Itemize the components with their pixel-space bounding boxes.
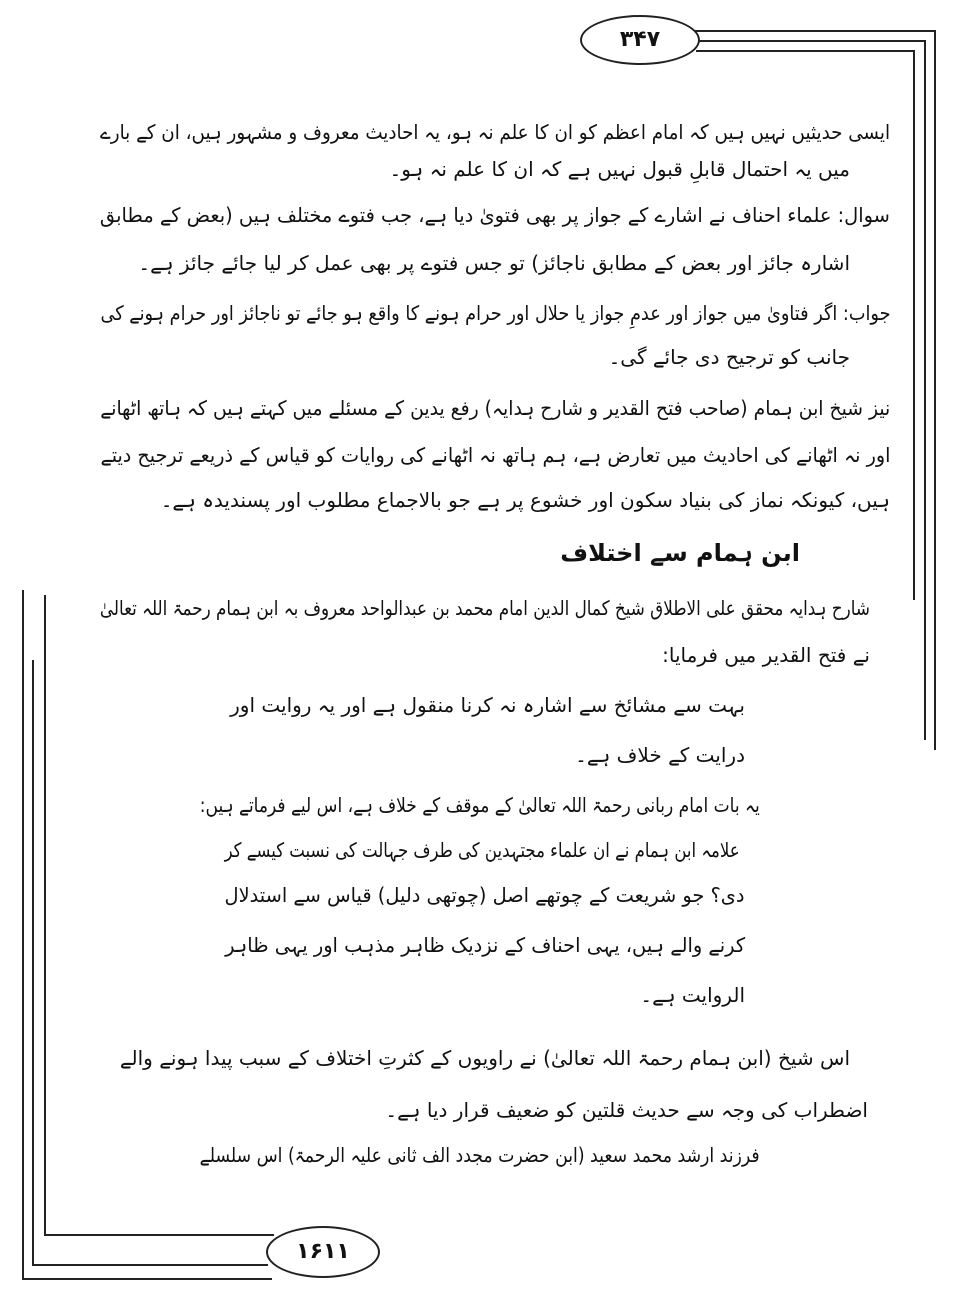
frame-line bbox=[32, 1264, 268, 1266]
quote-line bbox=[225, 978, 745, 1012]
paragraph-line-text: ایسی حدیثیں نہیں ہیں کہ امام اعظم کو ان کا علم نہ ہو، یہ احادیث معروف و مشہور ہیں، ان کے بارے bbox=[100, 120, 890, 144]
frame-line bbox=[32, 660, 34, 1266]
answer-line-text: جواب: اگر فتاویٰ میں جواز اور عدمِ جواز یا حلال اور حرام ہونے کا واقع ہو جائے تو ناجائز اور حرام ہونے کی bbox=[99, 301, 890, 325]
frame-line bbox=[44, 595, 46, 1235]
paragraph-line-text: شارح ہدایہ محقق علی الاطلاق شیخ کمال الدین امام محمد بن عبدالواحد معروف بہ ابن ہمام رحمۃ اللہ تعالیٰ bbox=[99, 596, 870, 620]
paragraph-line bbox=[105, 1093, 868, 1127]
paragraph-line-text: اس شیخ (ابن ہمام رحمۃ اللہ تعالیٰ) نے راویوں کے کثرتِ اختلاف کے سبب پیدا ہونے والے bbox=[119, 1046, 850, 1070]
paragraph-line-text: نیز شیخ ابن ہمام (صاحب فتح القدیر و شارح ہدایہ) رفع یدین کے مسئلے میں کہتے ہیں کہ ہاتھ اٹھانے bbox=[99, 396, 890, 420]
paragraph-line-text: نے فتح القدیر میں فرمایا: bbox=[662, 643, 870, 667]
question-line bbox=[100, 246, 850, 280]
question-line-text: اشارہ جائز اور بعض کے مطابق ناجائز) تو جس فتوے پر بھی عمل کر لیا جائے جائز ہے۔ bbox=[138, 251, 850, 275]
paragraph-line bbox=[100, 483, 890, 517]
section-heading bbox=[500, 536, 800, 570]
paragraph-line bbox=[200, 1138, 760, 1172]
quote-line-text: الروایت ہے۔ bbox=[640, 983, 745, 1007]
paragraph-line bbox=[100, 391, 890, 425]
paragraph-line-text: ہیں، کیونکہ نماز کی بنیاد سکون اور خشوع پر ہے جو بالاجماع مطلوب اور پسندیدہ ہے۔ bbox=[160, 488, 890, 512]
quote-line bbox=[225, 833, 740, 867]
quote-line bbox=[225, 688, 745, 722]
answer-line bbox=[100, 296, 890, 330]
quote-line bbox=[225, 928, 745, 962]
page-footer-number: ۱۶۱۱ bbox=[266, 1226, 380, 1278]
paragraph-line bbox=[100, 591, 870, 625]
frame-line bbox=[934, 30, 936, 750]
quote-line-text: کرنے والے ہیں، یہی احناف کے نزدیک ظاہر مذہب اور یہی ظاہر bbox=[225, 933, 745, 957]
paragraph-line bbox=[100, 152, 850, 186]
frame-line bbox=[696, 50, 914, 52]
question-line-text: سوال: علماء احناف نے اشارے کے جواز پر بھی فتویٰ دیا ہے، جب فتوے مختلف ہیں (بعض کے مطابق bbox=[100, 203, 890, 227]
quote-line-text: علامہ ابن ہمام نے ان علماء مجتہدین کی طرف جہالت کی نسبت کیسے کر bbox=[224, 838, 740, 862]
quote-line bbox=[225, 738, 745, 772]
paragraph-line-text: اضطراب کی وجہ سے حدیث قلتین کو ضعیف قرار دیا ہے۔ bbox=[385, 1098, 868, 1122]
paragraph-line-text: میں یہ احتمال قابلِ قبول نہیں ہے کہ ان کا علم نہ ہو۔ bbox=[389, 157, 850, 181]
quote-line-text: درایت کے خلاف ہے۔ bbox=[575, 743, 745, 767]
paragraph-line-text: یہ بات امام ربانی رحمۃ اللہ تعالیٰ کے موقف کے خلاف ہے، اس لیے فرماتے ہیں: bbox=[200, 793, 760, 817]
frame-line bbox=[44, 1234, 274, 1236]
quote-line-text: بہت سے مشائخ سے اشارہ نہ کرنا منقول ہے اور یہ روایت اور bbox=[230, 693, 745, 717]
paragraph-line bbox=[200, 788, 760, 822]
paragraph-line bbox=[100, 638, 870, 672]
frame-line bbox=[22, 590, 24, 1280]
section-heading-text: ابن ہمام سے اختلاف bbox=[560, 539, 800, 567]
paragraph-line bbox=[100, 438, 890, 472]
frame-line bbox=[913, 50, 915, 600]
answer-line-text: جانب کو ترجیح دی جائے گی۔ bbox=[608, 345, 850, 369]
paragraph-line-text: فرزند ارشد محمد سعید (ابن حضرت مجدد الف ثانی علیہ الرحمۃ) اس سلسلے bbox=[200, 1143, 760, 1167]
paragraph-line-text: اور نہ اٹھانے کی احادیث میں تعارض ہے، ہم ہاتھ نہ اٹھانے کی روایات کو قیاس کے ذریعے ترجیح دیتے bbox=[100, 443, 890, 467]
quote-line bbox=[225, 878, 745, 912]
frame-line bbox=[698, 40, 926, 42]
paragraph-line bbox=[100, 115, 890, 149]
quote-line-text: دی؟ جو شریعت کے چوتھے اصل (چوتھی دلیل) قیاس سے استدلال bbox=[224, 883, 745, 907]
paragraph-line bbox=[105, 1041, 850, 1075]
frame-line bbox=[22, 1278, 272, 1280]
page-header-number: ۳۴۷ bbox=[580, 15, 700, 65]
question-line bbox=[100, 198, 890, 232]
frame-line bbox=[690, 30, 936, 32]
frame-line bbox=[924, 40, 926, 740]
answer-line bbox=[100, 340, 850, 374]
